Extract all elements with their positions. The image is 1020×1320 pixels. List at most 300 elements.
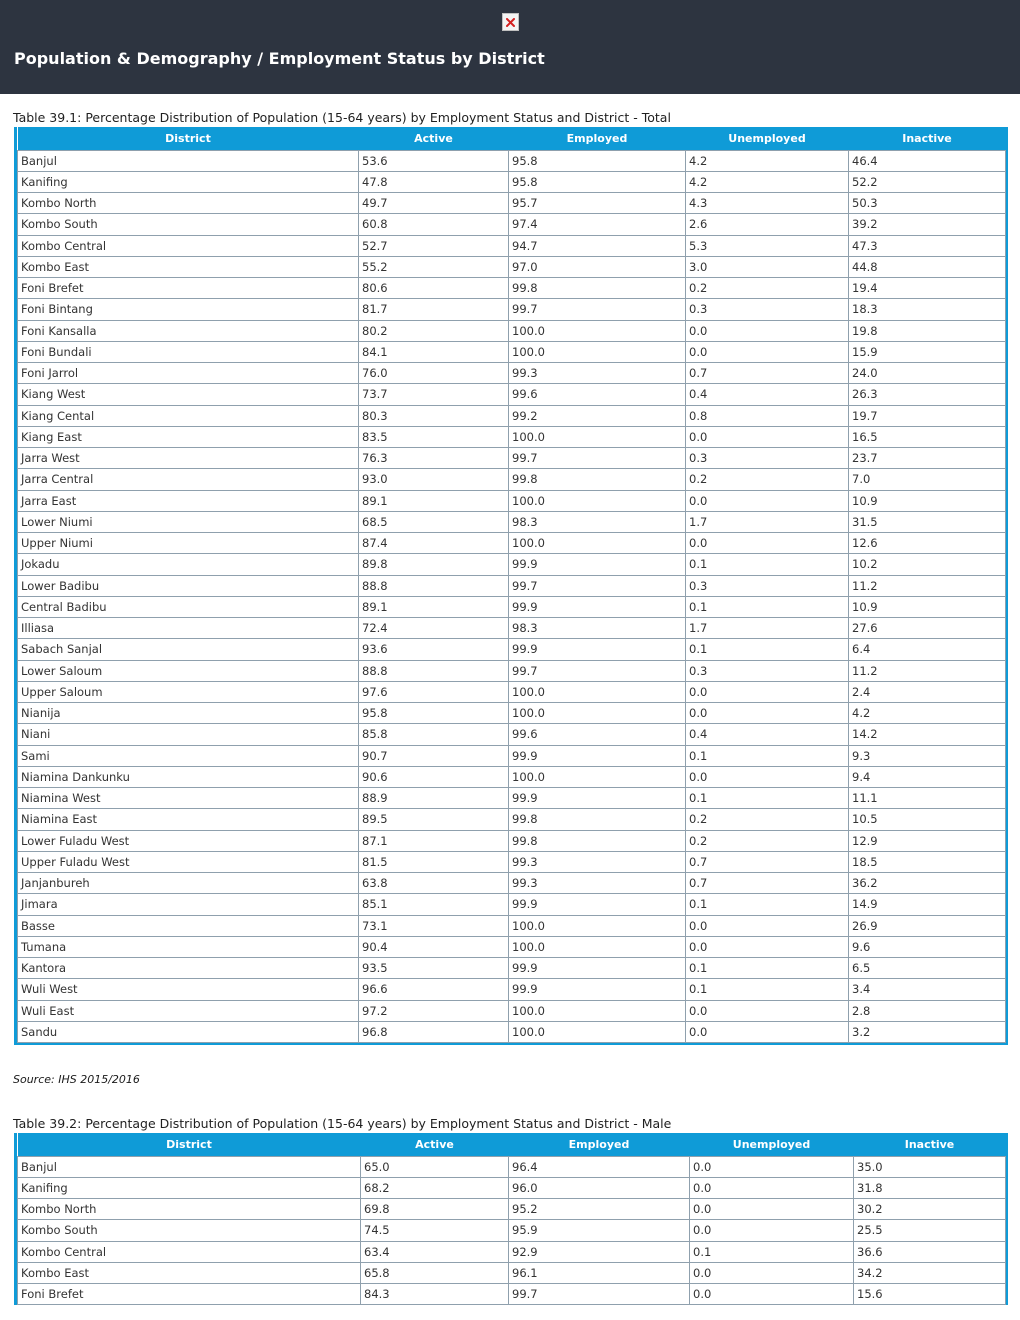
table-row [18, 958, 1006, 979]
table-cell: 18.5 [849, 851, 1006, 872]
table-cell: 100.0 [509, 1021, 686, 1042]
table-cell: 99.8 [509, 469, 686, 490]
table-cell: 60.8 [359, 214, 509, 235]
table-cell: 25.5 [854, 1220, 1006, 1241]
table-cell: 88.8 [359, 660, 509, 681]
table-cell: 100.0 [509, 490, 686, 511]
table-cell: 100.0 [509, 426, 686, 447]
close-button[interactable] [502, 13, 519, 31]
table-cell: 47.3 [849, 235, 1006, 256]
table-cell: Wuli West [18, 979, 359, 1000]
table-cell: 46.4 [849, 150, 1006, 171]
table-cell: 0.0 [686, 533, 849, 554]
table-cell: Sami [18, 745, 359, 766]
table-row [18, 745, 1006, 766]
table-row [18, 851, 1006, 872]
table-cell: 93.6 [359, 639, 509, 660]
table-row [18, 660, 1006, 681]
table-cell: Wuli East [18, 1000, 359, 1021]
table-row [18, 384, 1006, 405]
table-row [18, 873, 1006, 894]
table-cell: 87.1 [359, 830, 509, 851]
table-cell: 99.3 [509, 851, 686, 872]
table-row [18, 320, 1006, 341]
source-note: Source: IHS 2015/2016 [13, 1073, 140, 1086]
table-cell: 9.3 [849, 745, 1006, 766]
table-cell: Kantora [18, 958, 359, 979]
table-cell: 0.1 [686, 639, 849, 660]
table-row [18, 1220, 1006, 1241]
table-cell: 19.7 [849, 405, 1006, 426]
table-cell: 80.6 [359, 278, 509, 299]
table-cell: 2.4 [849, 681, 1006, 702]
table-cell: 1.7 [686, 511, 849, 532]
table-cell: Sandu [18, 1021, 359, 1042]
table-cell: Jimara [18, 894, 359, 915]
table-cell: 0.1 [690, 1241, 854, 1262]
table-cell: Janjanbureh [18, 873, 359, 894]
table-cell: 85.8 [359, 724, 509, 745]
table-cell: 39.2 [849, 214, 1006, 235]
table-cell: Central Badibu [18, 596, 359, 617]
table-cell: 0.1 [686, 554, 849, 575]
table-cell: 7.0 [849, 469, 1006, 490]
table-cell: 98.3 [509, 511, 686, 532]
table-cell: 19.4 [849, 278, 1006, 299]
table-cell: Niani [18, 724, 359, 745]
table-cell: 47.8 [359, 171, 509, 192]
table-row [18, 341, 1006, 362]
table-row [18, 915, 1006, 936]
table-cell: 36.6 [854, 1241, 1006, 1262]
table-cell: 0.0 [686, 426, 849, 447]
table-cell: 44.8 [849, 256, 1006, 277]
column-header-unemployed: Unemployed [690, 1133, 854, 1156]
table-cell: 0.1 [686, 958, 849, 979]
table-row [18, 426, 1006, 447]
table-cell: 0.0 [686, 766, 849, 787]
page-header [0, 0, 1020, 94]
table-cell: 11.2 [849, 660, 1006, 681]
table-cell: 89.5 [359, 809, 509, 830]
table-cell: 0.7 [686, 851, 849, 872]
table-cell: 6.4 [849, 639, 1006, 660]
table-cell: 0.3 [686, 299, 849, 320]
table-cell: Kiang East [18, 426, 359, 447]
table-cell: 52.7 [359, 235, 509, 256]
table-cell: 15.6 [854, 1284, 1006, 1305]
table-cell: 0.0 [686, 681, 849, 702]
table-cell: 0.0 [686, 490, 849, 511]
table-cell: 0.0 [686, 1021, 849, 1042]
table-cell: Kombo South [18, 1220, 361, 1241]
table-cell: 84.1 [359, 341, 509, 362]
table-cell: 0.7 [686, 873, 849, 894]
table-cell: 85.1 [359, 894, 509, 915]
table-cell: 99.7 [509, 299, 686, 320]
table-cell: Kombo Central [18, 1241, 361, 1262]
table-cell: 100.0 [509, 681, 686, 702]
column-header-district: District [18, 127, 359, 150]
table-cell: 4.2 [686, 171, 849, 192]
column-header-inactive: Inactive [854, 1133, 1006, 1156]
table-cell: 68.2 [361, 1177, 509, 1198]
table-cell: Kiang Cental [18, 405, 359, 426]
table-cell: 99.3 [509, 363, 686, 384]
table-cell: 4.2 [849, 703, 1006, 724]
table-cell: 100.0 [509, 766, 686, 787]
table-cell: 100.0 [509, 341, 686, 362]
table-cell: 99.7 [509, 575, 686, 596]
table-cell: Jarra Central [18, 469, 359, 490]
table-cell: 0.1 [686, 788, 849, 809]
table-row [18, 724, 1006, 745]
table-cell: 12.6 [849, 533, 1006, 554]
table-cell: Niamina Dankunku [18, 766, 359, 787]
table-row [18, 618, 1006, 639]
table-row [18, 894, 1006, 915]
table-cell: 0.0 [690, 1177, 854, 1198]
table-row [18, 256, 1006, 277]
table-cell: Jarra East [18, 490, 359, 511]
table-cell: 93.0 [359, 469, 509, 490]
table-cell: 93.5 [359, 958, 509, 979]
table-cell: 92.9 [509, 1241, 690, 1262]
table-cell: 76.0 [359, 363, 509, 384]
table-cell: 0.2 [686, 830, 849, 851]
table-cell: Lower Fuladu West [18, 830, 359, 851]
table-row [18, 214, 1006, 235]
table-cell: 36.2 [849, 873, 1006, 894]
table-cell: 53.6 [359, 150, 509, 171]
table-cell: 72.4 [359, 618, 509, 639]
table-cell: 73.1 [359, 915, 509, 936]
table-cell: 100.0 [509, 1000, 686, 1021]
table-cell: 23.7 [849, 448, 1006, 469]
table-row [18, 1199, 1006, 1220]
table-cell: 73.7 [359, 384, 509, 405]
column-header-unemployed: Unemployed [686, 127, 849, 150]
table-row [18, 299, 1006, 320]
table-cell: 14.2 [849, 724, 1006, 745]
table-cell: 0.8 [686, 405, 849, 426]
table-cell: 97.4 [509, 214, 686, 235]
table-cell: 99.7 [509, 448, 686, 469]
table-cell: 100.0 [509, 320, 686, 341]
table-row [18, 533, 1006, 554]
table-row [18, 575, 1006, 596]
table-cell: 90.6 [359, 766, 509, 787]
table-cell: 50.3 [849, 193, 1006, 214]
table-cell: 0.2 [686, 278, 849, 299]
table-cell: 90.4 [359, 936, 509, 957]
table-cell: 81.7 [359, 299, 509, 320]
table-cell: 89.1 [359, 490, 509, 511]
table-cell: 88.9 [359, 788, 509, 809]
table-cell: Illiasa [18, 618, 359, 639]
column-header-employed: Employed [509, 127, 686, 150]
table-cell: Kombo East [18, 256, 359, 277]
table-cell: 30.2 [854, 1199, 1006, 1220]
table-cell: 0.0 [686, 320, 849, 341]
table-cell: 35.0 [854, 1156, 1006, 1177]
table-row [18, 1000, 1006, 1021]
table-cell: Kombo South [18, 214, 359, 235]
table-cell: Lower Saloum [18, 660, 359, 681]
table-cell: 0.0 [686, 341, 849, 362]
table-cell: 87.4 [359, 533, 509, 554]
table-cell: Lower Badibu [18, 575, 359, 596]
table-cell: 96.0 [509, 1177, 690, 1198]
table-cell: 80.2 [359, 320, 509, 341]
table-cell: 3.0 [686, 256, 849, 277]
table-row [18, 703, 1006, 724]
table-cell: 0.0 [690, 1199, 854, 1220]
table-cell: 10.2 [849, 554, 1006, 575]
data-table-male [14, 1133, 1008, 1305]
table-row [18, 1284, 1006, 1305]
table-row [18, 554, 1006, 575]
table-cell: 0.0 [690, 1156, 854, 1177]
table-cell: Tumana [18, 936, 359, 957]
table-cell: 27.6 [849, 618, 1006, 639]
table-cell: 100.0 [509, 936, 686, 957]
table-cell: 9.4 [849, 766, 1006, 787]
table-cell: 0.2 [686, 809, 849, 830]
table-cell: 31.8 [854, 1177, 1006, 1198]
table-cell: 99.9 [509, 639, 686, 660]
page-title: Population & Demography / Employment Status by District [14, 49, 545, 68]
table-cell: 34.2 [854, 1262, 1006, 1283]
table-cell: 83.5 [359, 426, 509, 447]
table-cell: 0.4 [686, 724, 849, 745]
table-cell: 63.8 [359, 873, 509, 894]
table-cell: 0.3 [686, 660, 849, 681]
table-cell: 81.5 [359, 851, 509, 872]
table-cell: 49.7 [359, 193, 509, 214]
table-cell: 99.6 [509, 384, 686, 405]
column-header-active: Active [361, 1133, 509, 1156]
table-cell: 16.5 [849, 426, 1006, 447]
table-cell: 99.9 [509, 788, 686, 809]
table-cell: Kombo North [18, 193, 359, 214]
column-header-district: District [18, 1133, 361, 1156]
table-cell: 0.1 [686, 745, 849, 766]
table-row [18, 766, 1006, 787]
table-cell: 0.0 [690, 1220, 854, 1241]
table-cell: 99.7 [509, 1284, 690, 1305]
table-row [18, 235, 1006, 256]
table-cell: 26.3 [849, 384, 1006, 405]
table-cell: 3.4 [849, 979, 1006, 1000]
table-cell: 0.1 [686, 979, 849, 1000]
table-caption: Table 39.1: Percentage Distribution of Population (15-64 years) by Employment Status and District - Total [13, 110, 671, 125]
table-cell: 0.3 [686, 575, 849, 596]
table-cell: 80.3 [359, 405, 509, 426]
table-row [18, 1262, 1006, 1283]
table-row [18, 1021, 1006, 1042]
table-cell: 89.8 [359, 554, 509, 575]
table-cell: 99.7 [509, 660, 686, 681]
table-cell: 0.0 [690, 1284, 854, 1305]
table-cell: 99.3 [509, 873, 686, 894]
table-cell: Jokadu [18, 554, 359, 575]
table-cell: 0.0 [686, 936, 849, 957]
table-row [18, 639, 1006, 660]
table-cell: 95.2 [509, 1199, 690, 1220]
table-row [18, 936, 1006, 957]
table-row [18, 1177, 1006, 1198]
column-header-employed: Employed [509, 1133, 690, 1156]
table-row [18, 681, 1006, 702]
table-row [18, 1156, 1006, 1177]
table-cell: 0.0 [686, 915, 849, 936]
table-cell: 99.8 [509, 809, 686, 830]
table-row [18, 788, 1006, 809]
table-cell: 0.3 [686, 448, 849, 469]
table-cell: Kombo North [18, 1199, 361, 1220]
table-cell: 11.1 [849, 788, 1006, 809]
table-cell: 4.2 [686, 150, 849, 171]
table-cell: 95.8 [509, 171, 686, 192]
column-header-inactive: Inactive [849, 127, 1006, 150]
table-cell: 96.6 [359, 979, 509, 1000]
table-cell: 99.9 [509, 596, 686, 617]
table-cell: 96.1 [509, 1262, 690, 1283]
table-cell: 95.8 [359, 703, 509, 724]
table-row [18, 469, 1006, 490]
table-cell: 100.0 [509, 703, 686, 724]
table-row [18, 171, 1006, 192]
table-cell: 2.8 [849, 1000, 1006, 1021]
table-cell: 0.4 [686, 384, 849, 405]
table-cell: 24.0 [849, 363, 1006, 384]
table-cell: 99.8 [509, 278, 686, 299]
table-cell: 99.9 [509, 958, 686, 979]
table-cell: 15.9 [849, 341, 1006, 362]
table-cell: 3.2 [849, 1021, 1006, 1042]
table-cell: 68.5 [359, 511, 509, 532]
table-cell: 99.9 [509, 894, 686, 915]
table-cell: 96.8 [359, 1021, 509, 1042]
table-cell: 65.0 [361, 1156, 509, 1177]
table-cell: Foni Brefet [18, 278, 359, 299]
table-cell: 0.2 [686, 469, 849, 490]
table-cell: 84.3 [361, 1284, 509, 1305]
table-cell: 0.0 [690, 1262, 854, 1283]
table-cell: Kombo East [18, 1262, 361, 1283]
table-cell: 31.5 [849, 511, 1006, 532]
table-row [18, 193, 1006, 214]
table-row [18, 596, 1006, 617]
table-cell: 18.3 [849, 299, 1006, 320]
table-cell: 10.9 [849, 596, 1006, 617]
table-cell: Niamina West [18, 788, 359, 809]
table-cell: 10.9 [849, 490, 1006, 511]
table-cell: Foni Bintang [18, 299, 359, 320]
table-cell: Foni Kansalla [18, 320, 359, 341]
table-cell: 0.1 [686, 596, 849, 617]
table-cell: 2.6 [686, 214, 849, 235]
table-cell: 26.9 [849, 915, 1006, 936]
table-cell: Foni Jarrol [18, 363, 359, 384]
data-table-total [14, 127, 1008, 1045]
table-cell: 97.2 [359, 1000, 509, 1021]
table-cell: 99.2 [509, 405, 686, 426]
table-cell: 0.0 [686, 703, 849, 724]
table-cell: 76.3 [359, 448, 509, 469]
table-row [18, 278, 1006, 299]
table-cell: Upper Saloum [18, 681, 359, 702]
table-row [18, 979, 1006, 1000]
table-cell: Nianija [18, 703, 359, 724]
table-cell: 99.9 [509, 554, 686, 575]
table-cell: 5.3 [686, 235, 849, 256]
table-row [18, 1241, 1006, 1262]
table-cell: Upper Fuladu West [18, 851, 359, 872]
table-cell: 90.7 [359, 745, 509, 766]
table-cell: Banjul [18, 1156, 361, 1177]
table-cell: Upper Niumi [18, 533, 359, 554]
table-cell: 98.3 [509, 618, 686, 639]
table-cell: 55.2 [359, 256, 509, 277]
table-cell: 100.0 [509, 915, 686, 936]
table-row [18, 490, 1006, 511]
close-icon [506, 18, 515, 27]
table-row [18, 511, 1006, 532]
table-cell: 6.5 [849, 958, 1006, 979]
table-row [18, 405, 1006, 426]
table-cell: 14.9 [849, 894, 1006, 915]
table-cell: 95.7 [509, 193, 686, 214]
table-cell: Kombo Central [18, 235, 359, 256]
table-cell: Kanifing [18, 1177, 361, 1198]
table-cell: 97.0 [509, 256, 686, 277]
table-row [18, 448, 1006, 469]
table-cell: 95.9 [509, 1220, 690, 1241]
table-cell: 89.1 [359, 596, 509, 617]
table-row [18, 150, 1006, 171]
table-cell: Banjul [18, 150, 359, 171]
table-cell: Foni Brefet [18, 1284, 361, 1305]
table-cell: 65.8 [361, 1262, 509, 1283]
table-cell: Lower Niumi [18, 511, 359, 532]
table-cell: 12.9 [849, 830, 1006, 851]
table-cell: 10.5 [849, 809, 1006, 830]
table-cell: 99.8 [509, 830, 686, 851]
table-cell: Sabach Sanjal [18, 639, 359, 660]
table-cell: 96.4 [509, 1156, 690, 1177]
table-cell: 63.4 [361, 1241, 509, 1262]
table-cell: Kanifing [18, 171, 359, 192]
table-cell: 74.5 [361, 1220, 509, 1241]
table-cell: Basse [18, 915, 359, 936]
table-cell: 52.2 [849, 171, 1006, 192]
table-cell: 95.8 [509, 150, 686, 171]
table-cell: Jarra West [18, 448, 359, 469]
table-cell: 99.9 [509, 745, 686, 766]
table-cell: 69.8 [361, 1199, 509, 1220]
table-cell: Foni Bundali [18, 341, 359, 362]
table-row [18, 809, 1006, 830]
table-cell: 99.6 [509, 724, 686, 745]
column-header-active: Active [359, 127, 509, 150]
table-cell: 94.7 [509, 235, 686, 256]
table-cell: 99.9 [509, 979, 686, 1000]
table-cell: 19.8 [849, 320, 1006, 341]
table-cell: Kiang West [18, 384, 359, 405]
table-row [18, 363, 1006, 384]
